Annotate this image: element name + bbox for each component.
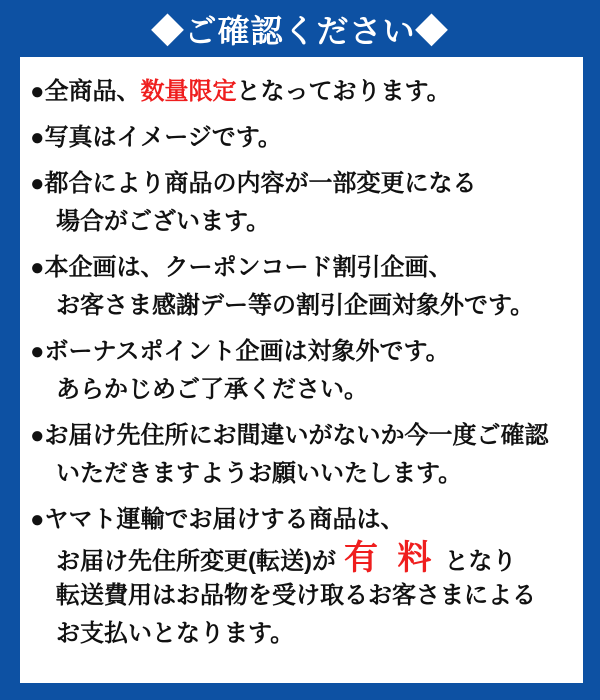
notice-line-cont [30,371,577,409]
header-band [0,0,600,57]
bullet-icon: ● [30,506,45,533]
notice-text: 写真はイメージです。 [44,124,282,151]
notice-item [30,119,577,157]
notice-item [30,73,577,111]
highlight-text: 数量限定 [140,78,237,105]
bullet-icon: ● [30,78,45,105]
notice-text: お支払いとなります。 [56,620,295,647]
notice-line [30,165,577,203]
notice-text: ヤマト運輸でお届けする商品は、 [44,506,405,533]
highlight-text: 有 料 [343,539,437,577]
notice-text: お届け先住所にお間違いがないか今一度ご確認 [44,422,549,449]
notice-text: お届け先住所変更(転送)が [56,548,336,575]
notice-line [30,249,577,287]
notice-line [30,501,577,539]
notice-item [30,165,577,241]
notice-line-cont [30,287,577,325]
notice-text: 全商品、 [44,78,141,105]
notice-text: 本企画は、クーポンコード割引企画、 [44,254,453,281]
notice-list [30,73,577,653]
notice-item [30,333,577,409]
bullet-icon: ● [30,422,45,449]
page-title: ◆ご確認ください◆ [151,12,449,49]
notice-text: となっております。 [236,78,451,105]
notice-line [30,119,577,157]
notice-line-cont [30,539,577,577]
bullet-icon: ● [30,124,45,151]
notice-line [30,333,577,371]
bullet-icon: ● [30,254,45,281]
notice-item [30,501,577,653]
notice-text: 場合がございます。 [56,208,271,235]
notice-text: 都合により商品の内容が一部変更になる [44,170,477,197]
notice-text: ボーナスポイント企画は対象外です。 [44,338,450,365]
bullet-icon: ● [30,338,45,365]
notice-text: お客さま感謝デー等の割引企画対象外です。 [56,292,535,319]
notice-text: となり [444,548,517,575]
bullet-icon: ● [30,170,45,197]
notice-line [30,417,577,455]
notice-item [30,249,577,325]
notice-line-cont [30,577,577,615]
notice-line-cont [30,615,577,653]
notice-text: いただきますようお願いいたします。 [56,460,463,487]
notice-item [30,417,577,493]
notice-text: 転送費用はお品物を受け取るお客さまによる [56,582,536,609]
notice-line-cont [30,455,577,493]
notice-line [30,73,577,111]
notice-text: あらかじめご了承ください。 [56,376,368,403]
notice-box [20,57,583,683]
notice-line-cont [30,203,577,241]
